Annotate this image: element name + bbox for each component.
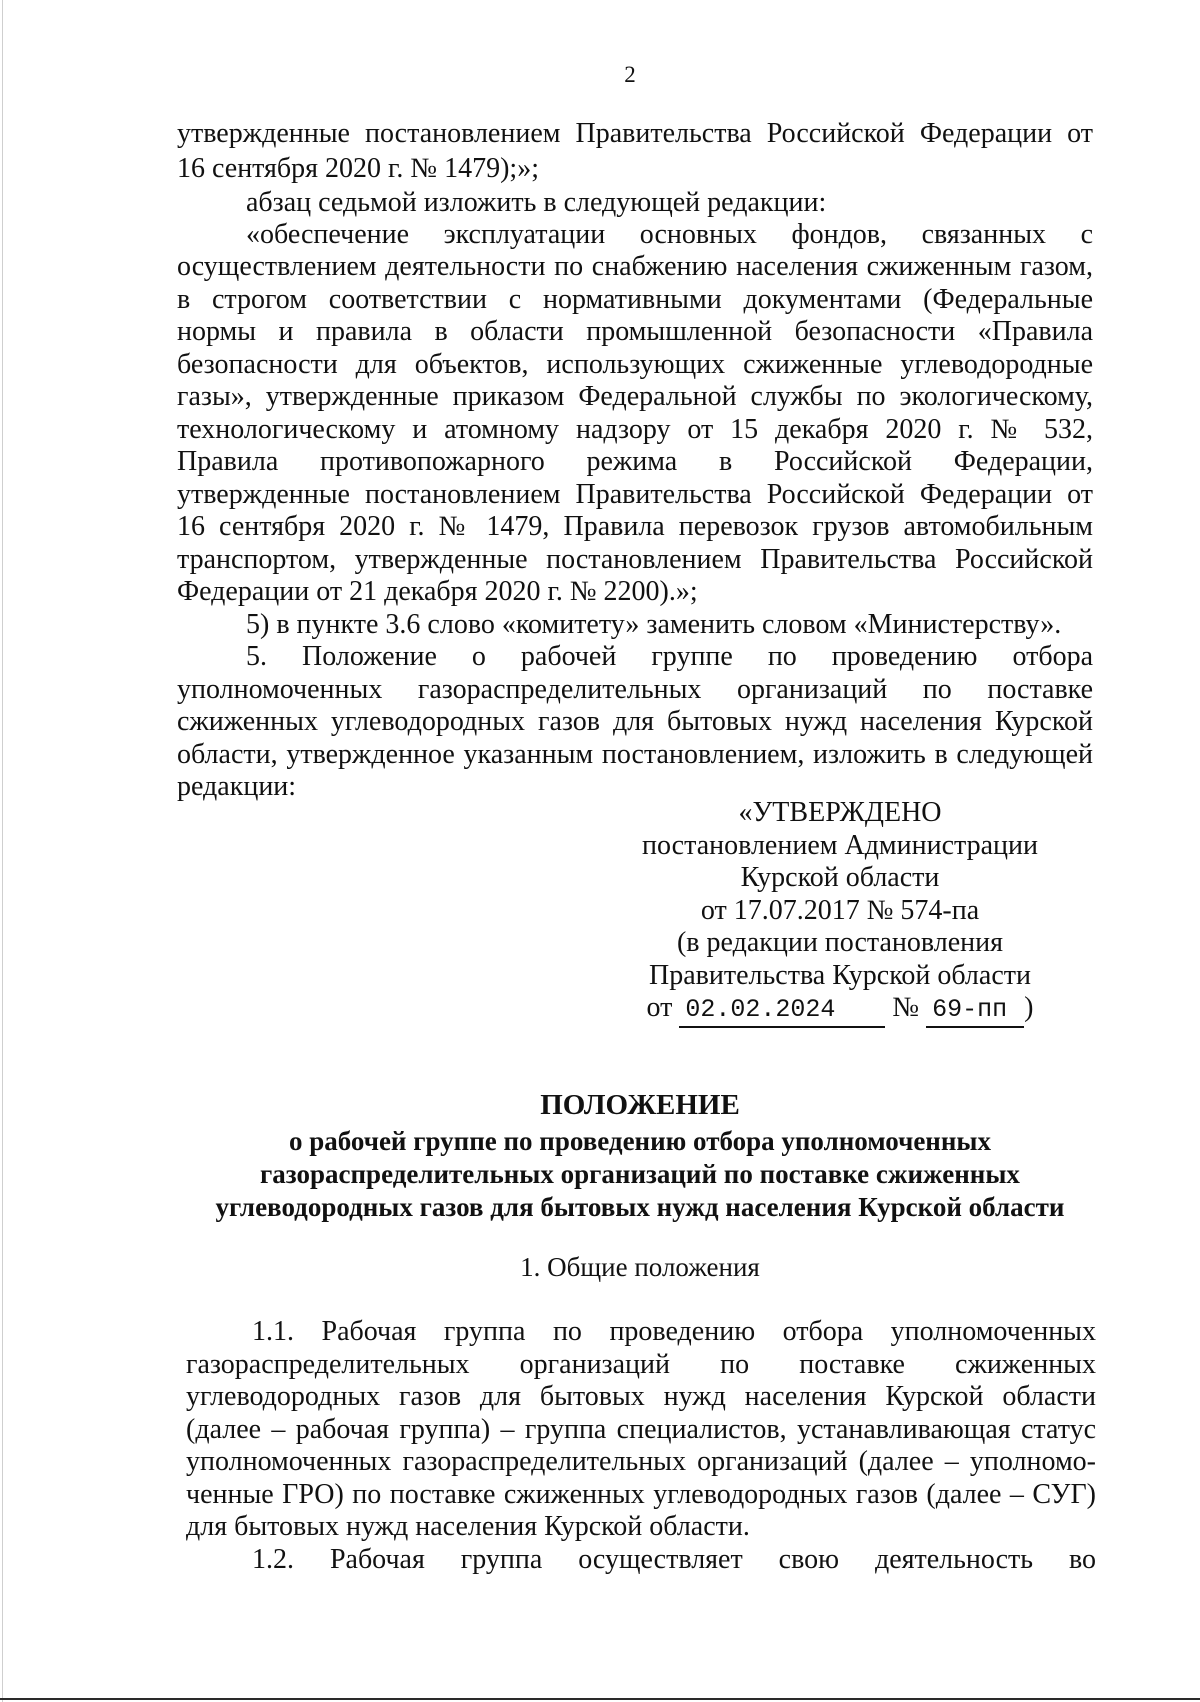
- approval-title: «УТВЕРЖДЕНО: [738, 797, 942, 828]
- text-line: редакции:: [177, 771, 297, 802]
- text-line: Федерации от 21 декабря 2020 г. № 2200).»;: [177, 576, 698, 607]
- text-line: Правила противопожарного режима в Российской Федерации,: [177, 446, 1093, 477]
- text-line: уполномоченных газораспределительных организаций (далее – уполномо-: [186, 1446, 1096, 1477]
- text-line: осуществлением деятельности по снабжению населения сжиженным газом,: [177, 251, 1093, 282]
- document-subtitle-line: о рабочей группе по проведению отбора уполномоченных: [289, 1126, 991, 1156]
- text-line: 5. Положение о рабочей группе по проведению отбора: [246, 641, 1093, 672]
- approval-line: от 17.07.2017 № 574-па: [700, 895, 980, 926]
- scan-edge-bottom: [0, 1698, 1200, 1700]
- text-line: газораспределительных организаций по поставке сжиженных: [186, 1349, 1096, 1380]
- text-line: 1.1. Рабочая группа по проведению отбора уполномоченных: [252, 1316, 1096, 1347]
- document-title: ПОЛОЖЕНИЕ: [540, 1089, 740, 1121]
- text-line: ченные ГРО) по поставке сжиженных углеводородных газов (далее – СУГ): [186, 1479, 1096, 1510]
- text-line: абзац седьмой изложить в следующей редакции:: [246, 187, 827, 218]
- approval-date-line: [540, 992, 1140, 1028]
- approval-line: Курской области: [740, 862, 940, 893]
- close-paren: ): [1024, 992, 1034, 1023]
- text-line: безопасности для объектов, использующих сжиженные углеводородные: [177, 349, 1093, 380]
- text-line: сжиженных углеводородных газов для бытовых нужд населения Курской: [177, 706, 1093, 737]
- text-line: области, утвержденное указанным постановлением, изложить в следующей: [177, 739, 1093, 770]
- text-line: газы», утвержденные приказом Федеральной службы по экологическому,: [177, 381, 1093, 412]
- text-line: технологическому и атомному надзору от 15 декабря 2020 г. № 532,: [177, 414, 1093, 445]
- page-number: 2: [624, 62, 636, 87]
- scan-edge-left: [2, 0, 3, 1702]
- number-value: 69-пп: [926, 994, 1024, 1028]
- text-line: транспортом, утвержденные постановлением Правительства Российской: [177, 544, 1093, 575]
- text-line: (далее – рабочая группа) – группа специалистов, устанавливающая статус: [186, 1414, 1096, 1445]
- date-value: 02.02.2024: [679, 994, 885, 1028]
- document-subtitle-line: газораспределительных организаций по поставке сжиженных: [260, 1159, 1020, 1189]
- text-line: «обеспечение эксплуатации основных фондов, связанных с: [246, 219, 1093, 250]
- approval-line: Правительства Курской области: [649, 960, 1031, 991]
- document-subtitle-line: углеводородных газов для бытовых нужд населения Курской области: [215, 1192, 1065, 1222]
- number-prefix: №: [892, 992, 920, 1023]
- text-line: 1.2. Рабочая группа осуществляет свою деятельность во: [252, 1544, 1096, 1575]
- approval-line: постановлением Администрации: [642, 830, 1038, 861]
- text-line: 16 сентября 2020 г. № 1479, Правила перевозок грузов автомобильным: [177, 511, 1093, 542]
- text-line: 5) в пункте 3.6 слово «комитету» заменить словом «Министерству».: [246, 609, 1062, 640]
- date-prefix: от: [646, 992, 673, 1023]
- text-line: в строгом соответствии с нормативными документами (Федеральные: [177, 284, 1093, 315]
- approval-line: (в редакции постановления: [676, 927, 1004, 958]
- text-line: утвержденные постановлением Правительства Российской Федерации от: [177, 479, 1093, 510]
- text-line: уполномоченных газораспределительных организаций по поставке: [177, 674, 1093, 705]
- section-title: 1. Общие положения: [520, 1252, 760, 1282]
- text-line: утвержденные постановлением Правительства Российской Федерации от: [177, 118, 1093, 149]
- text-line: нормы и правила в области промышленной безопасности «Правила: [177, 316, 1093, 347]
- text-line: 16 сентября 2020 г. № 1479);»;: [177, 153, 539, 184]
- text-line: для бытовых нужд населения Курской области.: [186, 1511, 750, 1542]
- text-line: углеводородных газов для бытовых нужд населения Курской области: [186, 1381, 1096, 1412]
